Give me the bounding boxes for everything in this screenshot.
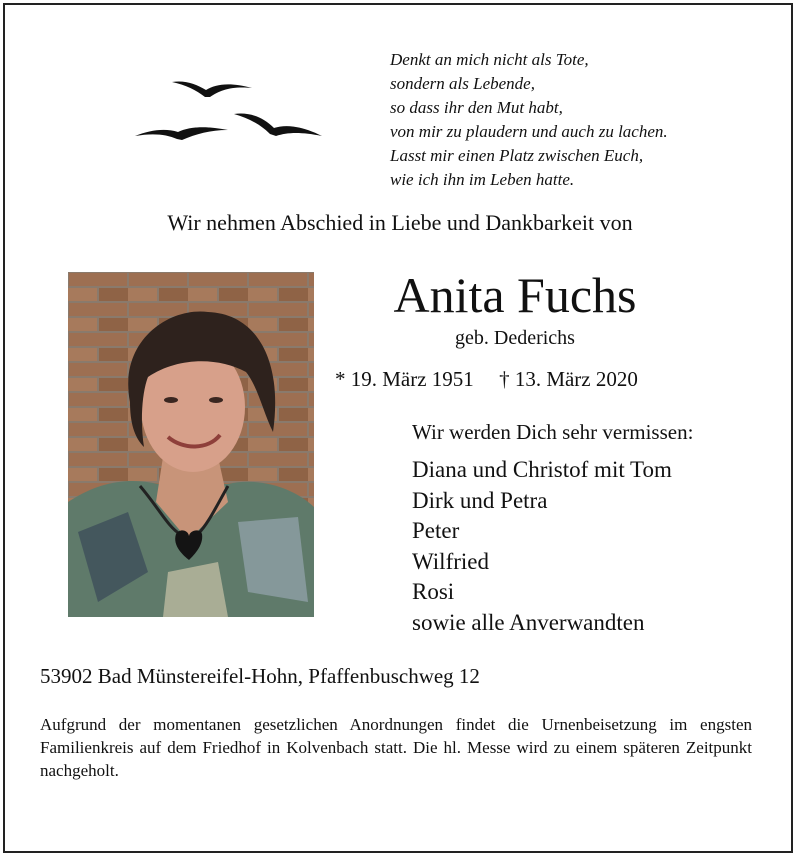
mourner: Peter xyxy=(412,518,460,543)
mourner: Rosi xyxy=(412,579,455,604)
poem-line: Denkt an mich nicht als Tote, xyxy=(390,50,589,69)
mourners-list xyxy=(412,455,672,638)
miss-text: Wir werden Dich sehr vermissen: xyxy=(412,420,694,444)
mourner: Diana und Christof mit Tom xyxy=(412,457,672,482)
poem-line: so dass ihr den Mut habt, xyxy=(390,98,563,117)
poem-line: von mir zu plaudern und auch zu lachen. xyxy=(390,122,668,141)
mourner: Dirk und Petra xyxy=(412,487,548,513)
address: 53902 Bad Münstereifel-Hohn, Pfaffenbuschweg 12 xyxy=(40,664,480,688)
maiden-name: geb. Dederichs xyxy=(455,327,575,349)
poem-line: Lasst mir einen Platz zwischen Euch, xyxy=(390,146,644,165)
poem xyxy=(390,48,668,192)
mourner: Wilfried xyxy=(412,548,489,574)
portrait-photo xyxy=(68,272,314,617)
life-dates xyxy=(335,367,658,392)
death-date: † 13. März 2020 xyxy=(499,367,638,391)
farewell-intro: Wir nehmen Abschied in Liebe und Dankbarkeit von xyxy=(167,210,633,235)
poem-line: wie ich ihn im Leben hatte. xyxy=(390,170,575,189)
poem-line: sondern als Lebende, xyxy=(390,74,535,93)
deceased-name: Anita Fuchs xyxy=(393,267,637,323)
birth-date: * 19. März 1951 xyxy=(335,367,474,391)
flying-birds-icon xyxy=(130,70,330,150)
mourner: sowie alle Anverwandten xyxy=(412,609,645,635)
burial-notice: Aufgrund der momentanen gesetzlichen Anordnungen findet die Urnenbeisetzung im engsten Familienkreis auf dem Friedhof in Kolvenbach statt. Die hl. Messe wird zu einem späteren Zeitpunkt nachgeholt. xyxy=(40,715,752,780)
